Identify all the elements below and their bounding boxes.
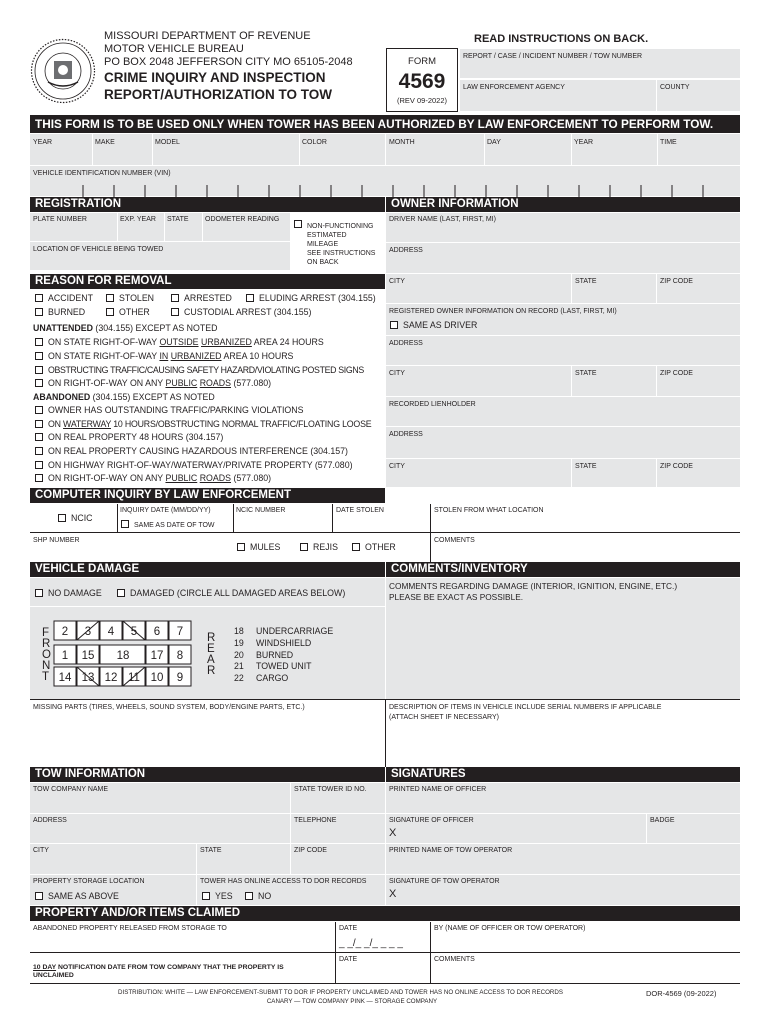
mules-checkbox[interactable] [237, 543, 245, 551]
date-stolen-label: DATE STOLEN [336, 507, 384, 514]
tower-id-label: STATE TOWER ID NO. [294, 786, 367, 793]
vehicle-model-label: MODEL [155, 139, 180, 146]
owner-address-label: ADDRESS [389, 340, 423, 347]
vin-character-ticks [30, 184, 740, 196]
county-label: COUNTY [660, 84, 690, 91]
unattended-outside-checkbox[interactable] [35, 338, 43, 346]
accident-checkbox[interactable] [35, 294, 43, 302]
authorization-banner: THIS FORM IS TO BE USED ONLY WHEN TOWER HAS BEEN AUTHORIZED BY LAW ENFORCEMENT TO PERFORM TOW. [30, 115, 740, 133]
registration-header: REGISTRATION [30, 197, 385, 212]
release-date-label: DATE [339, 925, 358, 932]
form-revision: (REV 09-2022) [396, 96, 448, 105]
same-as-above-checkbox[interactable] [35, 892, 43, 900]
unattended-outside-label: ON STATE RIGHT-OF-WAY OUTSIDE URBANIZED AREA 24 HOURS [48, 337, 324, 347]
eluding-arrest-label: ELUDING ARREST (304.155) [259, 293, 376, 303]
tow-day-label: DAY [487, 139, 501, 146]
zone-2[interactable]: 2 [61, 626, 69, 638]
legend-cargo: CARGO [256, 673, 289, 683]
legend-undercarriage: UNDERCARRIAGE [256, 626, 334, 636]
unattended-heading: UNATTENDED (304.155) EXCEPT AS NOTED [33, 323, 218, 333]
stolen-label: STOLEN [119, 293, 155, 303]
highway-private-label: ON HIGHWAY RIGHT-OF-WAY/WATERWAY/PRIVATE PROPERTY (577.080) [48, 460, 353, 470]
damage-comments-label-1: COMMENTS REGARDING DAMAGE (INTERIOR, IGNITION, ENGINE, ETC.) [389, 581, 678, 591]
front-letter-n: N [42, 660, 51, 672]
storage-location-label: PROPERTY STORAGE LOCATION [33, 878, 145, 885]
burned-checkbox[interactable] [35, 308, 43, 316]
same-as-driver-label: SAME AS DRIVER [403, 320, 478, 330]
online-access-no-checkbox[interactable] [245, 892, 253, 900]
notification-date-label: DATE [339, 956, 358, 963]
legend-num-22: 22 [234, 673, 244, 683]
form-label: FORM [408, 56, 436, 67]
damage-diagram [30, 607, 385, 699]
property-claimed-header: PROPERTY AND/OR ITEMS CLAIMED [30, 906, 740, 921]
tow-city-field[interactable] [30, 844, 196, 874]
real-property-48-label: ON REAL PROPERTY 48 HOURS (304.157) [48, 432, 224, 442]
see-instructions-label: SEE INSTRUCTIONS [307, 250, 376, 257]
stolen-checkbox[interactable] [106, 294, 114, 302]
highway-private-checkbox[interactable] [35, 461, 43, 469]
signatures-header: SIGNATURES [386, 767, 740, 782]
reason-header: REASON FOR REMOVAL [30, 274, 385, 289]
online-access-no-label: NO [258, 891, 272, 901]
zone-8[interactable]: 8 [176, 650, 184, 662]
operator-signature-x: X [389, 888, 397, 900]
non-functioning-label: NON-FUNCTIONING [307, 223, 374, 230]
released-to-label: ABANDONED PROPERTY RELEASED FROM STORAGE TO [33, 925, 227, 932]
zone-17[interactable]: 17 [150, 650, 164, 662]
state-seal [30, 38, 96, 104]
other-system-label: OTHER [365, 542, 396, 552]
lienholder-city-label: CITY [389, 463, 405, 470]
vehicle-damage-header: VEHICLE DAMAGE [30, 562, 385, 577]
operator-printed-name-label: PRINTED NAME OF TOW OPERATOR [389, 847, 513, 854]
outstanding-violations-checkbox[interactable] [35, 406, 43, 414]
missing-parts-label: MISSING PARTS (TIRES, WHEELS, SOUND SYSTEM, BODY/ENGINE PARTS, ETC.) [33, 704, 305, 711]
officer-signature-x: X [389, 827, 397, 839]
hazardous-interference-label: ON REAL PROPERTY CAUSING HAZARDOUS INTERFERENCE (304.157) [48, 446, 348, 456]
zone-14[interactable]: 14 [58, 672, 72, 684]
vehicle-color-label: COLOR [302, 139, 327, 146]
rejis-label: REJIS [313, 542, 338, 552]
no-damage-checkbox[interactable] [35, 589, 43, 597]
owner-info-header: OWNER INFORMATION [386, 197, 740, 212]
officer-signature-label: SIGNATURE OF OFFICER [389, 817, 474, 824]
obstructing-traffic-checkbox[interactable] [35, 366, 43, 374]
online-access-yes-checkbox[interactable] [202, 892, 210, 900]
computer-inquiry-header: COMPUTER INQUIRY BY LAW ENFORCEMENT [30, 488, 385, 503]
tow-telephone-label: TELEPHONE [294, 817, 337, 824]
zone-12[interactable]: 12 [104, 672, 118, 684]
distribution-line-1: DISTRIBUTION: WHITE — LAW ENFORCEMENT-SUBMIT TO DOR IF PROPERTY UNCLAIMED AND TOWER HAS NO ONLINE ACCESS TO DOR RECORDS [118, 989, 563, 996]
odometer-label: ODOMETER READING [205, 216, 280, 223]
tow-time-label: TIME [660, 139, 677, 146]
vin-label: VEHICLE IDENTIFICATION NUMBER (VIN) [33, 170, 171, 177]
waterway-label: ON WATERWAY 10 HOURS/OBSTRUCTING NORMAL TRAFFIC/FLOATING LOOSE [48, 419, 372, 429]
badge-label: BADGE [650, 817, 675, 824]
other-reason-label: OTHER [119, 307, 150, 317]
lienholder-city-field[interactable] [386, 459, 571, 487]
driver-zip-label: ZIP CODE [660, 278, 693, 285]
stolen-from-label: STOLEN FROM WHAT LOCATION [434, 507, 544, 514]
vehicle-make-label: MAKE [95, 139, 115, 146]
tow-year-label: YEAR [574, 139, 594, 146]
computer-comments-label: COMMENTS [434, 537, 475, 544]
zone-15[interactable]: 15 [81, 650, 95, 662]
rear-letter-e: E [207, 643, 215, 655]
tow-month-label: MONTH [389, 139, 415, 146]
online-access-yes-label: YES [215, 891, 233, 901]
agency-name: MISSOURI DEPARTMENT OF REVENUE [104, 30, 311, 42]
arrested-checkbox[interactable] [171, 294, 179, 302]
mules-label: MULES [250, 542, 281, 552]
notification-label-2: UNCLAIMED [33, 972, 74, 979]
tow-address-field[interactable] [30, 814, 290, 843]
other-reason-checkbox[interactable] [106, 308, 114, 316]
outstanding-violations-label: OWNER HAS OUTSTANDING TRAFFIC/PARKING VIOLATIONS [48, 405, 304, 415]
rear-letter-r2: R [207, 665, 216, 677]
tow-zip-label: ZIP CODE [294, 847, 327, 854]
public-roads-checkbox[interactable] [35, 379, 43, 387]
on-back-label: ON BACK [307, 259, 339, 266]
lienholder-state-label: STATE [575, 463, 597, 470]
legend-burned: BURNED [256, 650, 294, 660]
driver-name-label: DRIVER NAME (LAST, FIRST, MI) [389, 216, 496, 223]
ncic-checkbox[interactable] [58, 514, 66, 522]
release-date-blank[interactable]: _ _/_ _/_ _ _ _ [339, 938, 403, 949]
officer-printed-name-label: PRINTED NAME OF OFFICER [389, 786, 487, 793]
lienholder-address-label: ADDRESS [389, 431, 423, 438]
items-description-label-1: DESCRIPTION OF ITEMS IN VEHICLE INCLUDE SERIAL NUMBERS IF APPLICABLE [389, 704, 662, 711]
property-comments-label: COMMENTS [434, 956, 475, 963]
form-title-line2: REPORT/AUTHORIZATION TO TOW [104, 87, 332, 102]
lienholder-label: RECORDED LIENHOLDER [389, 401, 476, 408]
legend-towed-unit: TOWED UNIT [256, 661, 312, 671]
obstructing-traffic-label: OBSTRUCTING TRAFFIC/CAUSING SAFETY HAZARD/VIOLATING POSTED SIGNS [48, 365, 364, 375]
unattended-inside-checkbox[interactable] [35, 352, 43, 360]
reg-state-label: STATE [167, 216, 189, 223]
non-functioning-checkbox[interactable] [294, 220, 302, 228]
registered-owner-label: REGISTERED OWNER INFORMATION ON RECORD (LAST, FIRST, MI) [389, 308, 617, 315]
estimated-label: ESTIMATED [307, 232, 347, 239]
same-as-above-label: SAME AS ABOVE [48, 891, 119, 901]
hazardous-interference-checkbox[interactable] [35, 447, 43, 455]
tow-state-label: STATE [200, 847, 222, 854]
owner-state-label: STATE [575, 370, 597, 377]
front-letter-r: R [42, 638, 51, 650]
no-damage-label: NO DAMAGE [48, 588, 102, 598]
tow-location-label: LOCATION OF VEHICLE BEING TOWED [33, 246, 164, 253]
ncic-label: NCIC [71, 513, 93, 523]
damaged-checkbox[interactable] [117, 589, 125, 597]
public-roads-abandoned-label: ON RIGHT-OF-WAY ON ANY PUBLIC ROADS (577.080) [48, 473, 272, 483]
front-letter-t: T [42, 671, 50, 683]
zone-1[interactable]: 1 [61, 650, 69, 662]
exp-year-label: EXP. YEAR [120, 216, 156, 223]
real-property-48-checkbox[interactable] [35, 433, 43, 441]
abandoned-heading: ABANDONED (304.155) EXCEPT AS NOTED [33, 392, 215, 402]
released-by-label: BY (NAME OF OFFICER OR TOW OPERATOR) [434, 925, 586, 932]
custodial-arrest-label: CUSTODIAL ARREST (304.155) [184, 307, 312, 317]
mileage-label: MILEAGE [307, 241, 339, 248]
owner-city-field[interactable] [386, 366, 571, 396]
damage-comments-label-2: PLEASE BE EXACT AS POSSIBLE. [389, 592, 524, 602]
zone-7[interactable]: 7 [176, 626, 184, 638]
form-id-footer: DOR-4569 (09-2022) [646, 989, 717, 998]
accident-label: ACCIDENT [48, 293, 93, 303]
legend-num-19: 19 [234, 638, 244, 648]
lienholder-address-field[interactable] [386, 427, 740, 458]
other-system-checkbox[interactable] [352, 543, 360, 551]
distribution-line-2: CANARY — TOW COMPANY PINK — STORAGE COMPANY [266, 998, 438, 1005]
inquiry-date-label: INQUIRY DATE (MM/DD/YY) [120, 507, 211, 514]
custodial-arrest-checkbox[interactable] [171, 308, 179, 316]
same-as-date-label: SAME AS DATE OF TOW [134, 522, 215, 529]
driver-city-field[interactable] [386, 274, 571, 303]
zone-18[interactable]: 18 [116, 650, 130, 662]
same-as-driver-checkbox[interactable] [390, 321, 398, 329]
shp-number-label: SHP NUMBER [33, 537, 80, 544]
driver-address-field[interactable] [386, 243, 740, 273]
ncic-number-label: NCIC NUMBER [236, 507, 286, 514]
zone-9[interactable]: 9 [176, 672, 184, 684]
plate-number-label: PLATE NUMBER [33, 216, 87, 223]
unattended-inside-label: ON STATE RIGHT-OF-WAY IN URBANIZED AREA 10 HOURS [48, 351, 294, 361]
report-number-label: REPORT / CASE / INCIDENT NUMBER / TOW NUMBER [463, 53, 643, 60]
zone-5[interactable]: 5 [130, 626, 138, 638]
legend-num-20: 20 [234, 650, 244, 660]
owner-address-field[interactable] [386, 336, 740, 365]
tow-company-label: TOW COMPANY NAME [33, 786, 109, 793]
zone-4[interactable]: 4 [107, 626, 115, 638]
tow-info-header: TOW INFORMATION [30, 767, 385, 782]
burned-label: BURNED [48, 307, 86, 317]
driver-address-label: ADDRESS [389, 247, 423, 254]
owner-zip-label: ZIP CODE [660, 370, 693, 377]
zone-11[interactable]: 11 [128, 672, 140, 684]
rejis-checkbox[interactable] [300, 543, 308, 551]
eluding-arrest-checkbox[interactable] [246, 294, 254, 302]
bureau-name: MOTOR VEHICLE BUREAU [104, 43, 244, 55]
online-access-label: TOWER HAS ONLINE ACCESS TO DOR RECORDS [200, 878, 367, 885]
legend-num-18: 18 [234, 626, 244, 636]
operator-signature-label: SIGNATURE OF TOW OPERATOR [389, 878, 500, 885]
rear-letter-r1: R [207, 632, 216, 644]
law-agency-label: LAW ENFORCEMENT AGENCY [463, 84, 565, 91]
legend-num-21: 21 [234, 661, 244, 671]
driver-state-label: STATE [575, 278, 597, 285]
form-number: 4569 [398, 70, 446, 93]
zone-10[interactable]: 10 [150, 672, 164, 684]
tow-city-label: CITY [33, 847, 49, 854]
front-letter-f: F [42, 627, 50, 639]
lienholder-zip-label: ZIP CODE [660, 463, 693, 470]
zone-13[interactable]: 13 [81, 672, 95, 684]
tow-address-label: ADDRESS [33, 817, 67, 824]
vehicle-year-label: YEAR [33, 139, 53, 146]
arrested-label: ARRESTED [184, 293, 232, 303]
public-roads-label: ON RIGHT-OF-WAY ON ANY PUBLIC ROADS (577.080) [48, 378, 272, 388]
read-instructions: READ INSTRUCTIONS ON BACK. [474, 33, 649, 45]
same-as-date-checkbox[interactable] [121, 520, 129, 528]
driver-city-label: CITY [389, 278, 405, 285]
owner-city-label: CITY [389, 370, 405, 377]
items-description-label-2: (ATTACH SHEET IF NECESSARY) [389, 714, 499, 721]
mailing-address: PO BOX 2048 JEFFERSON CITY MO 65105-2048 [104, 56, 353, 68]
damaged-label: DAMAGED (CIRCLE ALL DAMAGED AREAS BELOW) [130, 588, 346, 598]
waterway-checkbox[interactable] [35, 420, 43, 428]
front-letter-o: O [42, 649, 51, 661]
zone-6[interactable]: 6 [153, 626, 161, 638]
rear-letter-a: A [207, 654, 215, 666]
public-roads-abandoned-checkbox[interactable] [35, 474, 43, 482]
form-title-line1: CRIME INQUIRY AND INSPECTION [104, 70, 326, 85]
zone-3[interactable]: 3 [84, 626, 92, 638]
notification-label-1: 10 DAY NOTIFICATION DATE FROM TOW COMPANY THAT THE PROPERTY IS [33, 964, 284, 971]
comments-inventory-header: COMMENTS/INVENTORY [386, 562, 740, 577]
legend-windshield: WINDSHIELD [256, 638, 312, 648]
